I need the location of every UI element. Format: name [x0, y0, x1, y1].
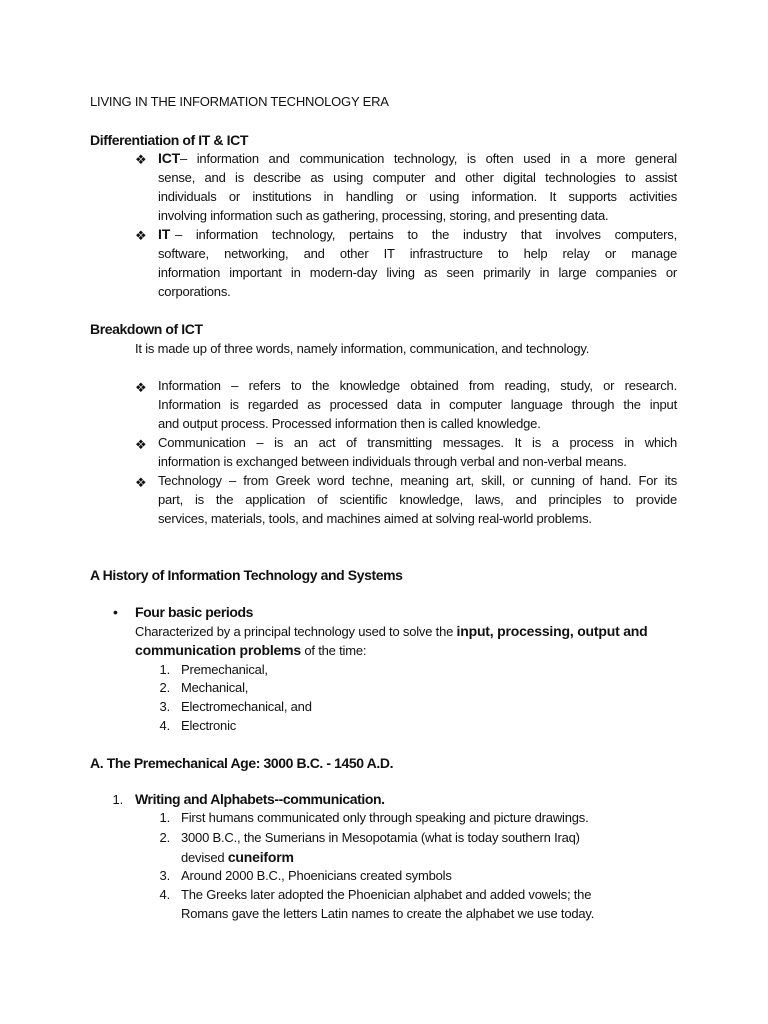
diamond-bullet-icon: ❖ — [135, 380, 147, 395]
period-item: Electronic — [181, 718, 237, 733]
ict-text-3: individuals or institutions in handling or using information. It supports activities — [158, 189, 677, 204]
premechanical-item-2: 3000 B.C., the Sumerians in Mesopotamia (what is today southern Iraq) — [181, 830, 580, 845]
item-number: 2. — [159, 830, 170, 845]
technology-text-1: Technology – from Greek word techne, meaning art, skill, or cunning of hand. For its — [158, 473, 677, 488]
item-number: 4. — [159, 887, 170, 902]
it-term: IT — [158, 226, 171, 242]
premechanical-item-4: The Greeks later adopted the Phoenician alphabet and added vowels; the — [181, 887, 592, 902]
premechanical-item-3: Around 2000 B.C., Phoenicians created symbols — [181, 868, 452, 883]
document-title: LIVING IN THE INFORMATION TECHNOLOGY ERA — [90, 94, 389, 109]
periods-description-prefix: Characterized by a principal technology used to solve the — [135, 624, 457, 639]
information-text-2: Information is regarded as processed data in computer language through the input — [158, 397, 677, 412]
period-item: Electromechanical, and — [181, 699, 312, 714]
communication-text-2: information is exchanged between individuals through verbal and non-verbal means. — [158, 454, 627, 469]
technology-text-3: services, materials, tools, and machines aimed at solving real-world problems. — [158, 511, 592, 526]
it-text-1: – information technology, pertains to the industry that involves computers, — [175, 227, 677, 242]
it-text-4: corporations. — [158, 284, 231, 299]
premechanical-item-2-line-2 — [181, 849, 294, 865]
heading-breakdown: Breakdown of ICT — [90, 321, 203, 337]
breakdown-intro: It is made up of three words, namely information, communication, and technology. — [135, 341, 590, 356]
writing-alphabets-heading: Writing and Alphabets--communication. — [135, 791, 385, 807]
subsection-number: 1. — [112, 792, 123, 807]
period-number: 3. — [159, 699, 170, 714]
period-number: 1. — [159, 662, 170, 677]
cuneiform-term: cuneiform — [227, 849, 294, 865]
period-number: 2. — [159, 680, 170, 695]
periods-description-bold-1: input, processing, output and — [456, 623, 648, 639]
period-item: Premechanical, — [181, 662, 268, 677]
premechanical-item-4-line-2: Romans gave the letters Latin names to create the alphabet we use today. — [181, 906, 595, 921]
item-number: 3. — [159, 868, 170, 883]
communication-text-1: Communication – is an act of transmitting messages. It is a process in which — [158, 435, 677, 450]
heading-premechanical-age: A. The Premechanical Age: 3000 B.C. - 1450 A.D. — [90, 755, 394, 771]
period-number: 4. — [159, 718, 170, 733]
it-text-3: information important in modern-day living as seen primarily in large companies or — [158, 265, 677, 280]
ict-definition-line-1 — [158, 150, 677, 166]
premechanical-item-1: First humans communicated only through speaking and picture drawings. — [181, 810, 589, 825]
periods-description-suffix: of the time: — [300, 643, 367, 658]
diamond-bullet-icon: ❖ — [135, 152, 147, 167]
it-text-2: software, networking, and other IT infrastructure to help relay or manage — [158, 246, 677, 261]
information-text-3: and output process. Processed information then is called knowledge. — [158, 416, 541, 431]
periods-description-bold-2: communication problems — [135, 642, 301, 658]
diamond-bullet-icon: ❖ — [135, 475, 147, 490]
diamond-bullet-icon: ❖ — [135, 437, 147, 452]
it-definition-line-1 — [158, 226, 677, 242]
ict-text-4: involving information such as gathering, processing, storing, and presenting data. — [158, 208, 609, 223]
periods-description-line-1 — [135, 623, 648, 639]
heading-history: A History of Information Technology and Systems — [90, 567, 403, 583]
periods-description-line-2 — [135, 642, 366, 658]
item-number: 1. — [159, 810, 170, 825]
heading-differentiation: Differentiation of IT & ICT — [90, 132, 248, 148]
information-text-1: Information – refers to the knowledge obtained from reading, study, or research. — [158, 378, 677, 393]
ict-text-2: sense, and is describe as using computer and other digital technologies to assist — [158, 170, 677, 185]
cuneiform-prefix: devised — [181, 850, 228, 865]
round-bullet-icon: • — [113, 604, 118, 620]
four-basic-periods-title: Four basic periods — [135, 604, 254, 620]
technology-text-2: part, is the application of scientific knowledge, laws, and principles to provide — [158, 492, 677, 507]
ict-term: ICT — [158, 150, 180, 166]
ict-text-1: – information and communication technology, is often used in a more general — [180, 151, 677, 166]
period-item: Mechanical, — [181, 680, 249, 695]
diamond-bullet-icon: ❖ — [135, 228, 147, 243]
